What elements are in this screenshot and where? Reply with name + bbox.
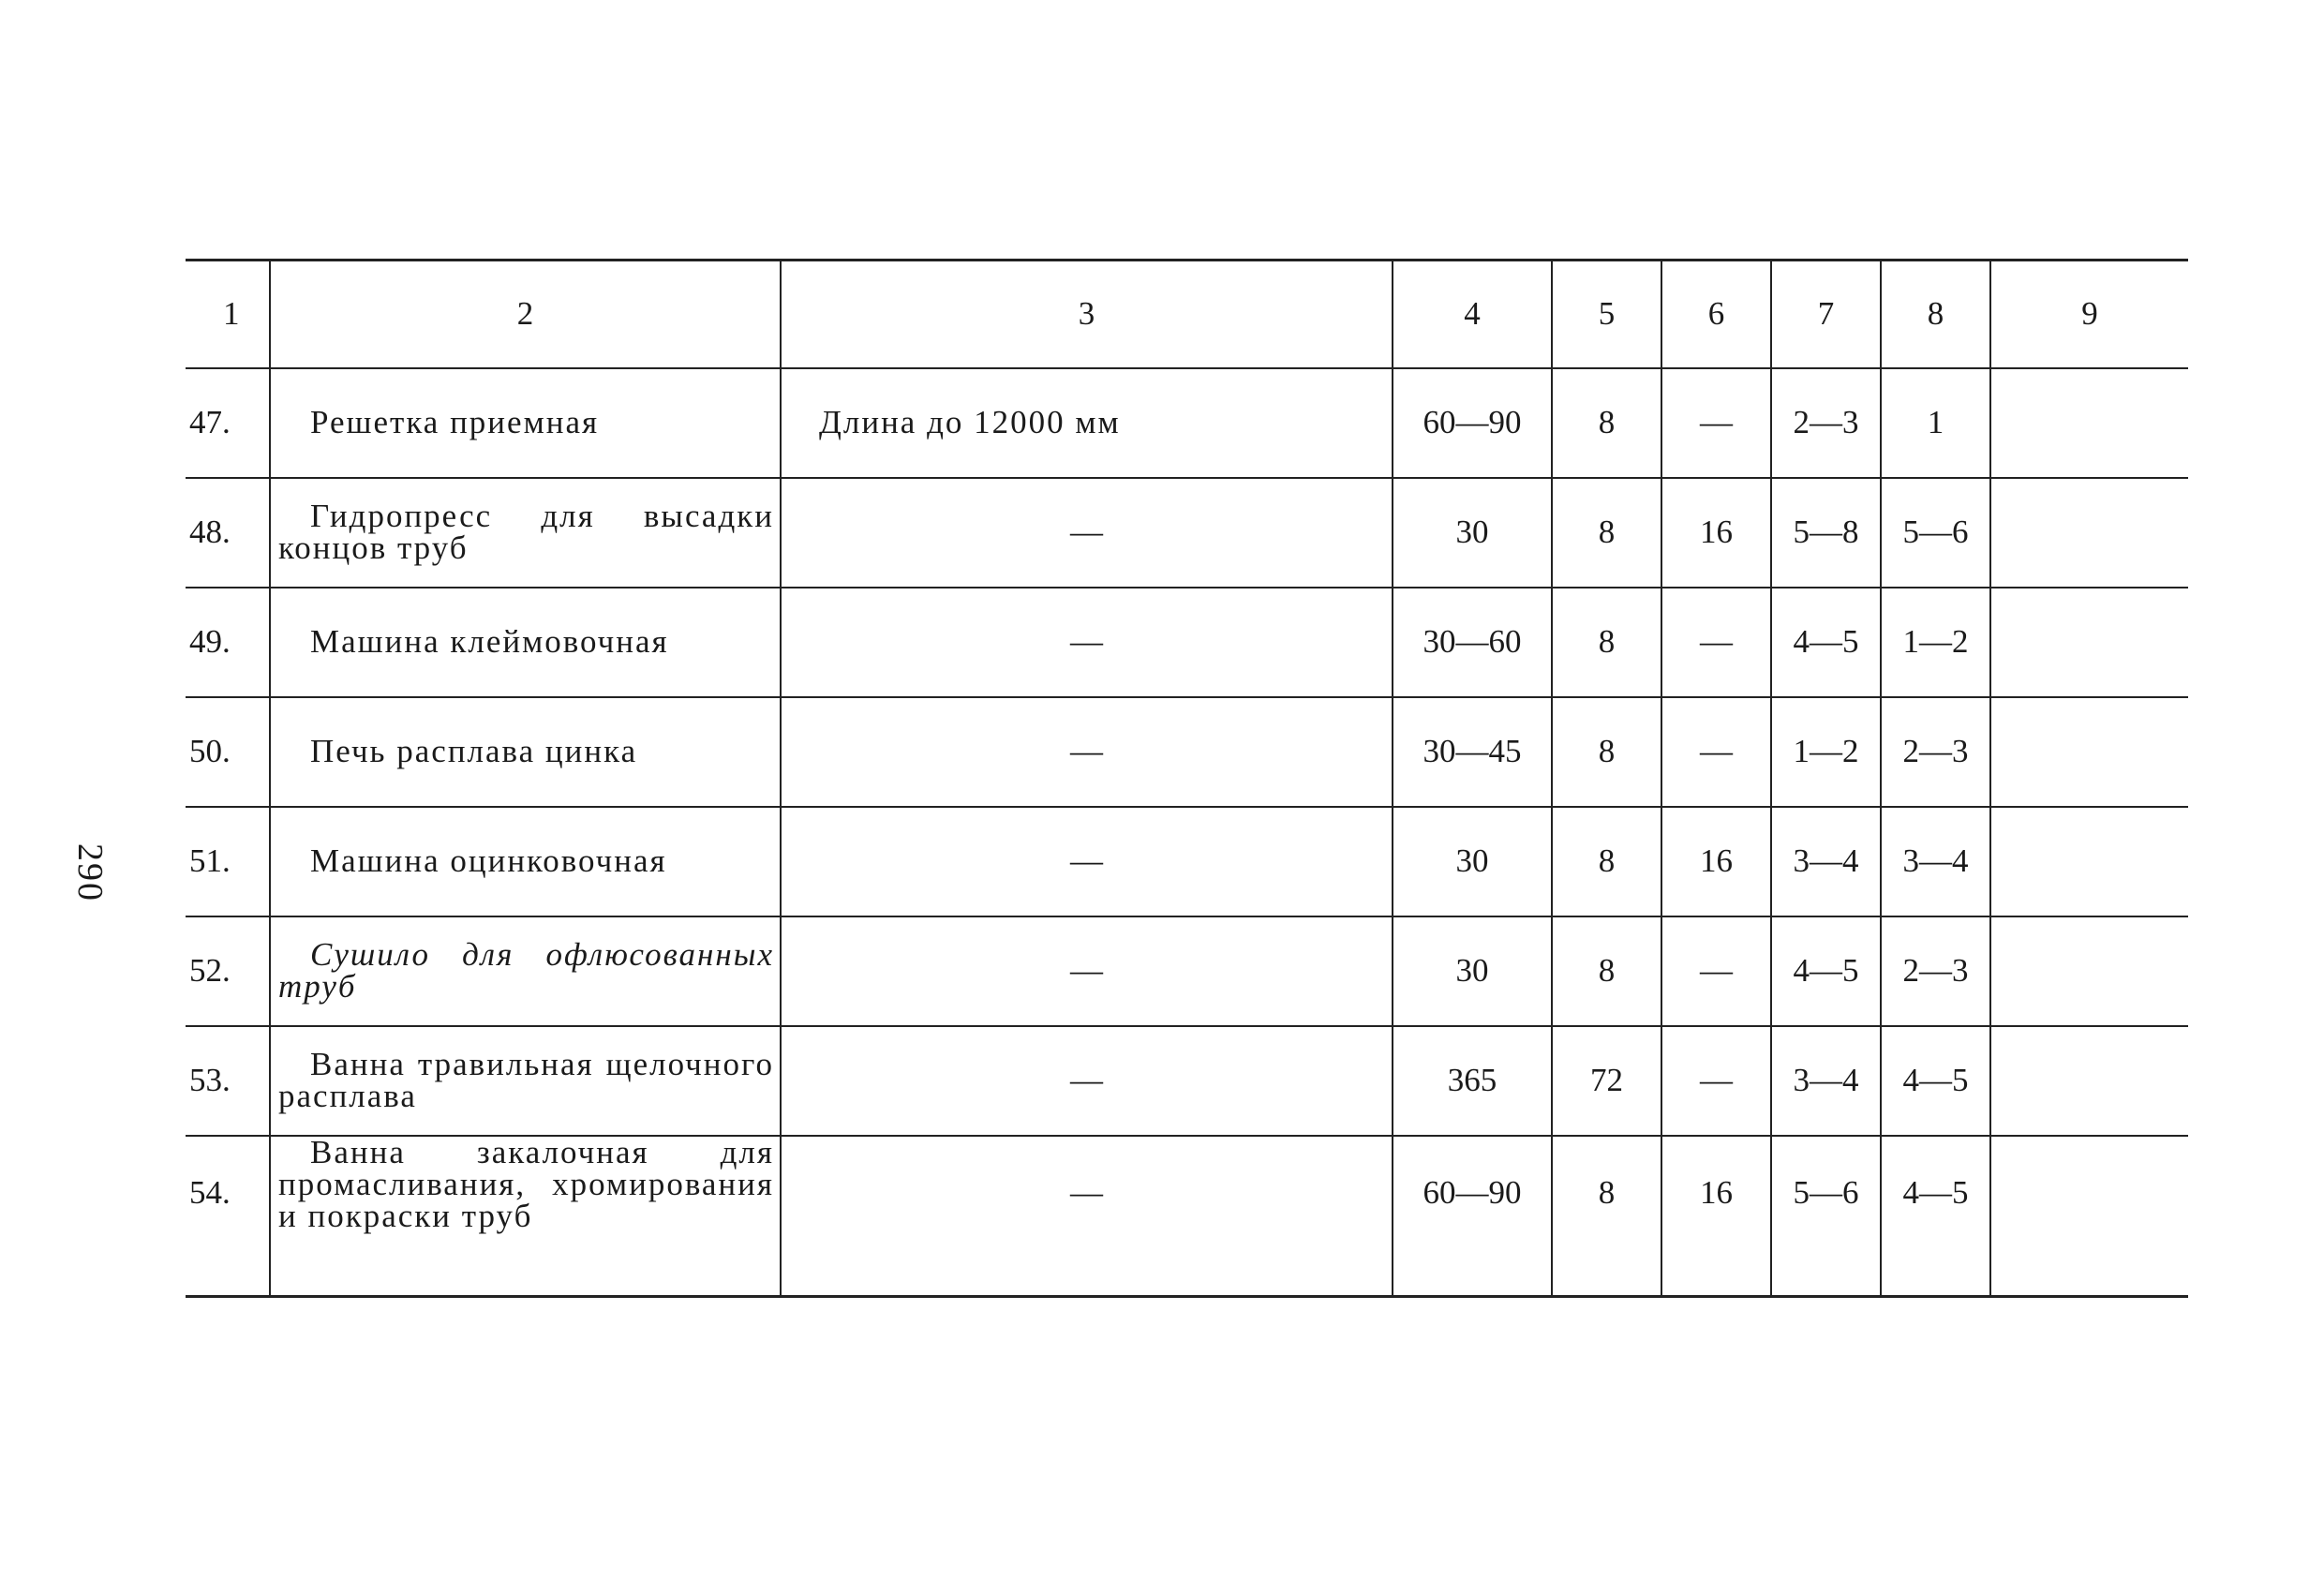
column-header: 8 <box>1881 261 1990 368</box>
header-row <box>186 261 2188 368</box>
equipment-name-text: Печь расплава цинка <box>310 733 638 769</box>
cell-col5: 8 <box>1552 478 1661 588</box>
cell-col4: 365 <box>1393 1026 1552 1136</box>
cell-col5: 8 <box>1552 368 1661 478</box>
cell-col8: 2—3 <box>1881 916 1990 1026</box>
cell-col7: 4—5 <box>1771 916 1881 1026</box>
cell-col7: 3—4 <box>1771 1026 1881 1136</box>
table-row <box>186 588 2188 697</box>
column-header: 9 <box>1990 261 2188 368</box>
row-number: 54. <box>189 1173 231 1211</box>
row-number: 47. <box>189 404 231 440</box>
equipment-name <box>270 807 781 916</box>
cell-col9 <box>1990 478 2188 588</box>
equipment-name-text: Машина оцинковочная <box>310 842 667 879</box>
cell-col6: — <box>1661 588 1771 697</box>
equipment-description: — <box>781 588 1393 697</box>
cell-col4: 60—90 <box>1393 368 1552 478</box>
cell-col8: 4—5 <box>1881 1136 1990 1297</box>
cell-col5: 8 <box>1552 588 1661 697</box>
equipment-description: — <box>781 697 1393 807</box>
cell-col4: 30 <box>1393 478 1552 588</box>
equipment-name-text: Ванна травильная щелочного расплава <box>278 1046 774 1114</box>
equipment-name <box>270 1026 781 1136</box>
equipment-name-text: Решетка приемная <box>310 404 600 440</box>
column-header: 2 <box>270 261 781 368</box>
cell-col9 <box>1990 916 2188 1026</box>
cell-col9 <box>1990 697 2188 807</box>
equipment-name-text: Гидропресс для высадки концов труб <box>278 498 774 566</box>
equipment-name-text: Сушило для офлюсованных труб <box>278 936 774 1005</box>
cell-col4: 30 <box>1393 807 1552 916</box>
column-header: 5 <box>1552 261 1661 368</box>
row-number: 51. <box>189 842 231 879</box>
cell-col8: 1—2 <box>1881 588 1990 697</box>
table-row <box>186 1136 2188 1297</box>
page-number: 290 <box>70 843 110 902</box>
cell-col6: 16 <box>1661 478 1771 588</box>
row-number: 52. <box>189 952 231 989</box>
cell-col5: 8 <box>1552 807 1661 916</box>
cell-col9 <box>1990 368 2188 478</box>
table-row <box>186 807 2188 916</box>
cell-col9 <box>1990 1136 2188 1297</box>
row-number: 48. <box>189 514 231 550</box>
equipment-name <box>270 478 781 588</box>
cell-col8: 5—6 <box>1881 478 1990 588</box>
equipment-name <box>270 588 781 697</box>
column-header: 6 <box>1661 261 1771 368</box>
equipment-name <box>270 1133 781 1297</box>
equipment-name-text: Ванна закалочная для промасливания, хромирования и покраски труб <box>278 1133 774 1234</box>
cell-col4: 30—45 <box>1393 697 1552 807</box>
cell-col6: — <box>1661 916 1771 1026</box>
cell-col6: — <box>1661 1026 1771 1136</box>
equipment-name-text: Машина клеймовочная <box>310 623 669 660</box>
cell-col5: 8 <box>1552 916 1661 1026</box>
equipment-name <box>270 368 781 478</box>
cell-col5: 72 <box>1552 1026 1661 1136</box>
row-number: 49. <box>189 623 231 660</box>
column-header: 7 <box>1771 261 1881 368</box>
cell-col9 <box>1990 807 2188 916</box>
cell-col6: 16 <box>1661 807 1771 916</box>
equipment-description: — <box>781 1136 1393 1297</box>
table-row <box>186 1026 2188 1136</box>
cell-col7: 2—3 <box>1771 368 1881 478</box>
cell-col7: 5—8 <box>1771 478 1881 588</box>
equipment-description: — <box>781 916 1393 1026</box>
cell-col8: 2—3 <box>1881 697 1990 807</box>
equipment-description: — <box>781 1026 1393 1136</box>
equipment-description: Длина до 12000 мм <box>781 368 1393 478</box>
equipment-name <box>270 697 781 807</box>
cell-col4: 30—60 <box>1393 588 1552 697</box>
cell-col6: 16 <box>1661 1136 1771 1297</box>
equipment-table <box>186 259 2188 1298</box>
cell-col9 <box>1990 588 2188 697</box>
cell-col6: — <box>1661 697 1771 807</box>
table-row <box>186 368 2188 478</box>
cell-col5: 8 <box>1552 697 1661 807</box>
cell-col5: 8 <box>1552 1136 1661 1297</box>
row-number: 50. <box>189 733 231 769</box>
row-number: 53. <box>189 1062 231 1098</box>
table-row <box>186 478 2188 588</box>
cell-col4: 30 <box>1393 916 1552 1026</box>
cell-col7: 1—2 <box>1771 697 1881 807</box>
cell-col8: 1 <box>1881 368 1990 478</box>
equipment-description: — <box>781 807 1393 916</box>
table-row <box>186 916 2188 1026</box>
cell-col6: — <box>1661 368 1771 478</box>
cell-col7: 5—6 <box>1771 1136 1881 1297</box>
table-row <box>186 697 2188 807</box>
cell-col7: 3—4 <box>1771 807 1881 916</box>
cell-col9 <box>1990 1026 2188 1136</box>
cell-col7: 4—5 <box>1771 588 1881 697</box>
cell-col4: 60—90 <box>1393 1136 1552 1297</box>
column-header: 3 <box>781 261 1393 368</box>
cell-col8: 3—4 <box>1881 807 1990 916</box>
equipment-name <box>270 916 781 1026</box>
column-header: 4 <box>1393 261 1552 368</box>
column-header: 1 <box>223 295 240 333</box>
cell-col8: 4—5 <box>1881 1026 1990 1136</box>
equipment-description: — <box>781 478 1393 588</box>
